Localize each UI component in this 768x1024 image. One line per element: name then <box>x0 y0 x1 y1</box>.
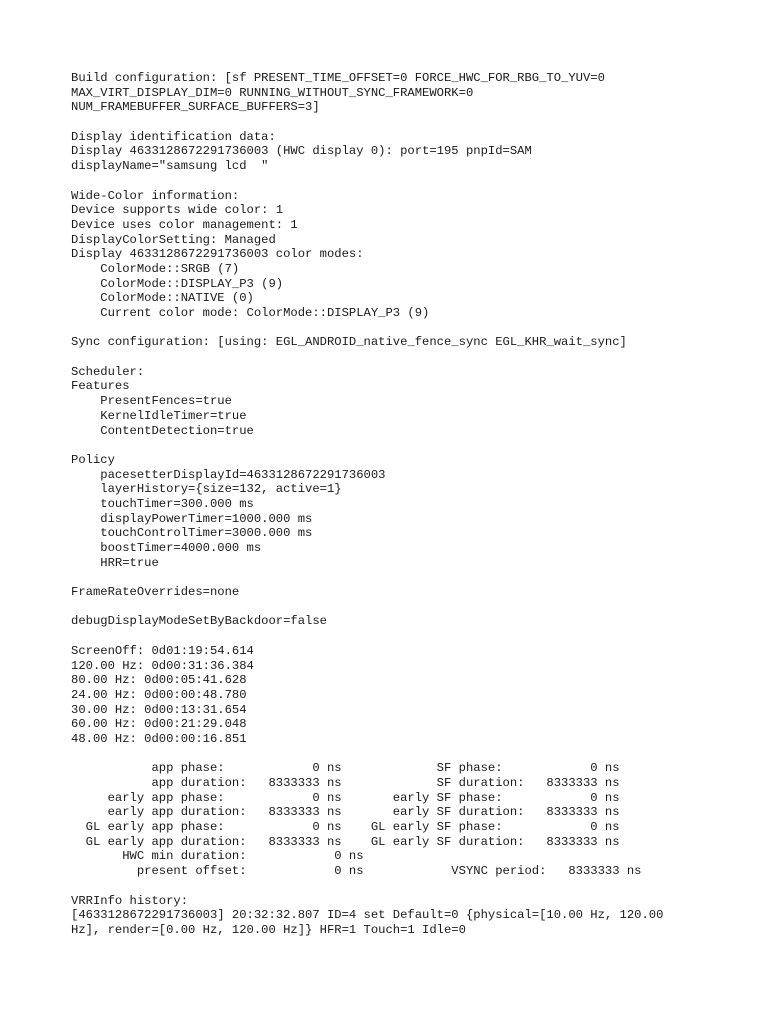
text-line: ColorMode::SRGB (7) <box>71 261 240 276</box>
text-line: Device supports wide color: 1 <box>71 203 284 218</box>
text-line: Sync configuration: [using: EGL_ANDROID_native_fence_sync EGL_KHR_wait_sync] <box>71 335 627 350</box>
text-line: KernelIdleTimer=true <box>71 408 247 423</box>
dumpsys-text-document <box>71 71 751 938</box>
blank-line <box>71 629 751 644</box>
text-line: present offset: 0 ns VSYNC period: 8333333 ns <box>71 864 642 879</box>
text-line: displayPowerTimer=1000.000 ms <box>71 511 313 526</box>
text-line: Device uses color management: 1 <box>71 217 298 232</box>
text-line: app duration: 8333333 ns SF duration: 8333333 ns <box>71 776 620 790</box>
blank-line <box>71 321 751 336</box>
text-line: DisplayColorSetting: Managed <box>71 232 276 247</box>
blank-line <box>71 115 751 130</box>
blank-line <box>71 879 751 894</box>
text-line: app phase: 0 ns SF phase: 0 ns <box>71 761 620 776</box>
text-line: layerHistory={size=132, active=1} <box>71 482 342 497</box>
text-line: 30.00 Hz: 0d00:13:31.654 <box>71 702 247 717</box>
text-line: Display 4633128672291736003 (HWC display 0): port=195 pnpId=SAM <box>71 144 532 159</box>
blank-line <box>71 438 751 453</box>
text-line: HRR=true <box>71 555 159 570</box>
text-line: FrameRateOverrides=none <box>71 585 240 600</box>
blank-line <box>71 350 751 365</box>
text-line: touchTimer=300.000 ms <box>71 496 254 511</box>
text-line: 80.00 Hz: 0d00:05:41.628 <box>71 673 247 688</box>
text-line: 24.00 Hz: 0d00:00:48.780 <box>71 687 247 702</box>
text-line: Display 4633128672291736003 color modes: <box>71 247 364 262</box>
blank-line <box>71 600 751 615</box>
blank-line <box>71 570 751 585</box>
text-line: ColorMode::NATIVE (0) <box>71 291 254 306</box>
text-line: Display identification data: <box>71 129 276 144</box>
blank-line <box>71 174 751 189</box>
text-line: 120.00 Hz: 0d00:31:36.384 <box>71 658 254 673</box>
text-line: VRRInfo history: <box>71 893 189 908</box>
text-line: Hz], render=[0.00 Hz, 120.00 Hz]} HFR=1 Touch=1 Idle=0 <box>71 922 466 937</box>
text-line: early app duration: 8333333 ns early SF duration: 8333333 ns <box>71 805 620 820</box>
text-line: early app phase: 0 ns early SF phase: 0 ns <box>71 790 620 805</box>
text-line: Build configuration: [sf PRESENT_TIME_OFFSET=0 FORCE_HWC_FOR_RBG_TO_YUV=0 <box>71 71 605 85</box>
blank-line <box>71 747 751 762</box>
text-line: Policy <box>71 452 115 467</box>
text-line: HWC min duration: 0 ns <box>71 849 364 864</box>
text-line: Scheduler: <box>71 364 145 379</box>
text-line: ContentDetection=true <box>71 423 254 438</box>
text-line: NUM_FRAMEBUFFER_SURFACE_BUFFERS=3] <box>71 100 320 115</box>
text-line: 60.00 Hz: 0d00:21:29.048 <box>71 717 247 732</box>
text-line: MAX_VIRT_DISPLAY_DIM=0 RUNNING_WITHOUT_SYNC_FRAMEWORK=0 <box>71 85 474 100</box>
text-line: boostTimer=4000.000 ms <box>71 541 262 555</box>
text-line: GL early app phase: 0 ns GL early SF phase: 0 ns <box>71 820 620 835</box>
text-line: 48.00 Hz: 0d00:00:16.851 <box>71 731 247 746</box>
text-line: Current color mode: ColorMode::DISPLAY_P3 (9) <box>71 306 430 320</box>
text-line: displayName="samsung lcd " <box>71 159 269 174</box>
text-line: pacesetterDisplayId=4633128672291736003 <box>71 467 386 482</box>
text-line: touchControlTimer=3000.000 ms <box>71 526 313 541</box>
text-line: Features <box>71 379 130 394</box>
text-line: [4633128672291736003] 20:32:32.807 ID=4 set Default=0 {physical=[10.00 Hz, 120.00 <box>71 908 664 923</box>
text-line: Wide-Color information: <box>71 188 240 203</box>
text-line: ScreenOff: 0d01:19:54.614 <box>71 643 254 658</box>
text-line: ColorMode::DISPLAY_P3 (9) <box>71 276 284 291</box>
text-line: debugDisplayModeSetByBackdoor=false <box>71 614 327 629</box>
text-line: GL early app duration: 8333333 ns GL early SF duration: 8333333 ns <box>71 834 620 849</box>
text-line: PresentFences=true <box>71 394 232 409</box>
